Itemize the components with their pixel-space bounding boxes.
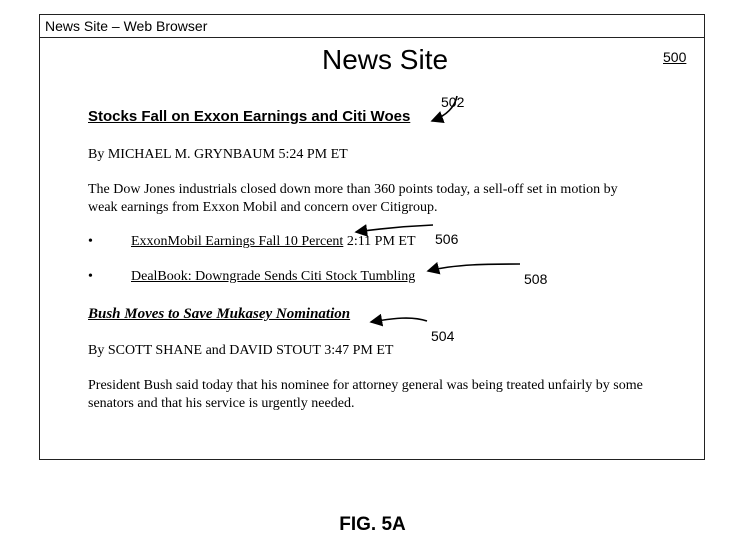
related-link-exxon[interactable]: ExxonMobil Earnings Fall 10 Percent xyxy=(131,234,344,249)
browser-window xyxy=(39,14,705,460)
byline-1: By MICHAEL M. GRYNBAUM 5:24 PM ET xyxy=(88,147,348,162)
headline-link-stocks[interactable]: Stocks Fall on Exxon Earnings and Citi Woes xyxy=(88,108,411,125)
ref-label-500: 500 xyxy=(663,49,687,65)
byline-2: By SCOTT SHANE and DAVID STOUT 3:47 PM ET xyxy=(88,343,394,358)
ref-label-504: 504 xyxy=(431,328,455,344)
window-title-bar xyxy=(40,15,704,38)
ref-label-502: 502 xyxy=(441,94,465,110)
related-time: 2:11 PM ET xyxy=(343,234,416,249)
ref-label-508: 508 xyxy=(524,271,548,287)
bullet-icon: • xyxy=(88,269,93,284)
ref-label-506: 506 xyxy=(435,231,459,247)
window-title: News Site – Web Browser xyxy=(45,18,208,34)
summary-1: The Dow Jones industrials closed down more than 360 points today, a sell-off set in motion by weak earnings from Exxon Mobil and concern over Citigroup. xyxy=(88,182,618,215)
site-title: News Site xyxy=(322,44,449,75)
figure-caption: FIG. 5A xyxy=(339,514,406,535)
headline-link-bush[interactable]: Bush Moves to Save Mukasey Nomination xyxy=(88,306,351,322)
related-link-dealbook[interactable]: DealBook: Downgrade Sends Citi Stock Tumbling xyxy=(131,269,416,284)
summary-2: President Bush said today that his nominee for attorney general was being treated unfairly by some senators and that his service is urgently needed. xyxy=(88,378,643,411)
bullet-icon: • xyxy=(88,234,93,249)
